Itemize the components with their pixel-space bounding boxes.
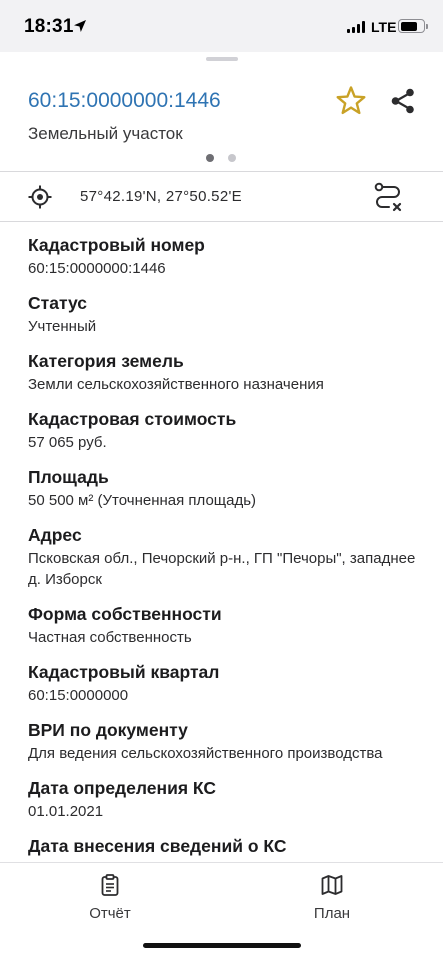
field-label: Кадастровый квартал	[28, 662, 220, 682]
field-permitted-use	[28, 719, 428, 764]
field-value[interactable]: Частная собственность	[28, 629, 192, 646]
field-value[interactable]: 60:15:0000000	[28, 687, 129, 704]
tab-report-label: Отчёт	[89, 905, 131, 922]
tab-plan[interactable]	[282, 873, 382, 922]
field-cadastral-number	[28, 234, 428, 279]
property-fields[interactable]	[28, 234, 428, 862]
page-subtitle: Земельный участок	[28, 124, 183, 143]
field-value[interactable]: Псковская обл., Печорский р-н., ГП "Печоры", западнее д. Изборск	[28, 550, 416, 588]
field-label: ВРИ по документу	[28, 720, 188, 740]
route-cancel-icon[interactable]	[370, 180, 406, 216]
tab-report[interactable]	[60, 873, 160, 922]
field-label: Категория земель	[28, 351, 184, 371]
field-area	[28, 466, 428, 511]
field-valuation-date	[28, 777, 428, 822]
field-label: Дата внесения сведений о КС	[28, 836, 287, 856]
battery-icon	[398, 19, 425, 33]
field-status	[28, 292, 428, 337]
network-type: LTE	[371, 19, 397, 35]
field-value[interactable]: 01.01.2021	[28, 803, 104, 820]
field-cadastral-value	[28, 408, 428, 453]
field-label: Дата определения КС	[28, 778, 216, 798]
cellular-signal-icon	[347, 21, 365, 33]
star-icon	[334, 84, 368, 118]
field-value[interactable]: 60:15:0000000:1446	[28, 260, 166, 277]
page-indicator[interactable]	[206, 154, 236, 162]
field-value[interactable]: 57 065 руб.	[28, 434, 107, 451]
page-dot-1[interactable]	[206, 154, 214, 162]
page-title: 60:15:0000000:1446	[28, 89, 221, 112]
home-indicator	[143, 943, 301, 948]
field-label: Форма собственности	[28, 604, 222, 624]
tab-plan-label: План	[313, 905, 351, 922]
field-label: Адрес	[28, 525, 82, 545]
locate-icon[interactable]	[27, 184, 53, 210]
field-label: Кадастровый номер	[28, 235, 205, 255]
field-address	[28, 524, 428, 590]
share-icon	[386, 84, 420, 118]
location-arrow-icon	[73, 19, 87, 33]
field-value[interactable]: Земли сельскохозяйственного назначения	[28, 376, 324, 393]
coordinates-text[interactable]: 57°42.19'N, 27°50.52'E	[80, 188, 242, 205]
field-value[interactable]: Для ведения сельскохозяйственного производства	[28, 745, 383, 762]
field-value[interactable]: Учтенный	[28, 318, 97, 335]
field-land-category	[28, 350, 428, 395]
status-time: 18:31	[24, 16, 74, 37]
field-cadastral-quarter	[28, 661, 428, 706]
share-button[interactable]	[386, 84, 420, 118]
map-icon	[320, 873, 344, 897]
field-label: Кадастровая стоимость	[28, 409, 237, 429]
field-label: Площадь	[28, 467, 109, 487]
field-label: Статус	[28, 293, 87, 313]
page-dot-2[interactable]	[228, 154, 236, 162]
favorite-button[interactable]	[334, 84, 368, 118]
field-value[interactable]: 50 500 м² (Уточненная площадь)	[28, 492, 257, 509]
clipboard-icon	[98, 873, 122, 897]
status-bar	[0, 0, 443, 52]
field-ownership-form	[28, 603, 428, 648]
coordinates-row	[0, 171, 443, 222]
sheet-grabber[interactable]	[206, 57, 238, 61]
